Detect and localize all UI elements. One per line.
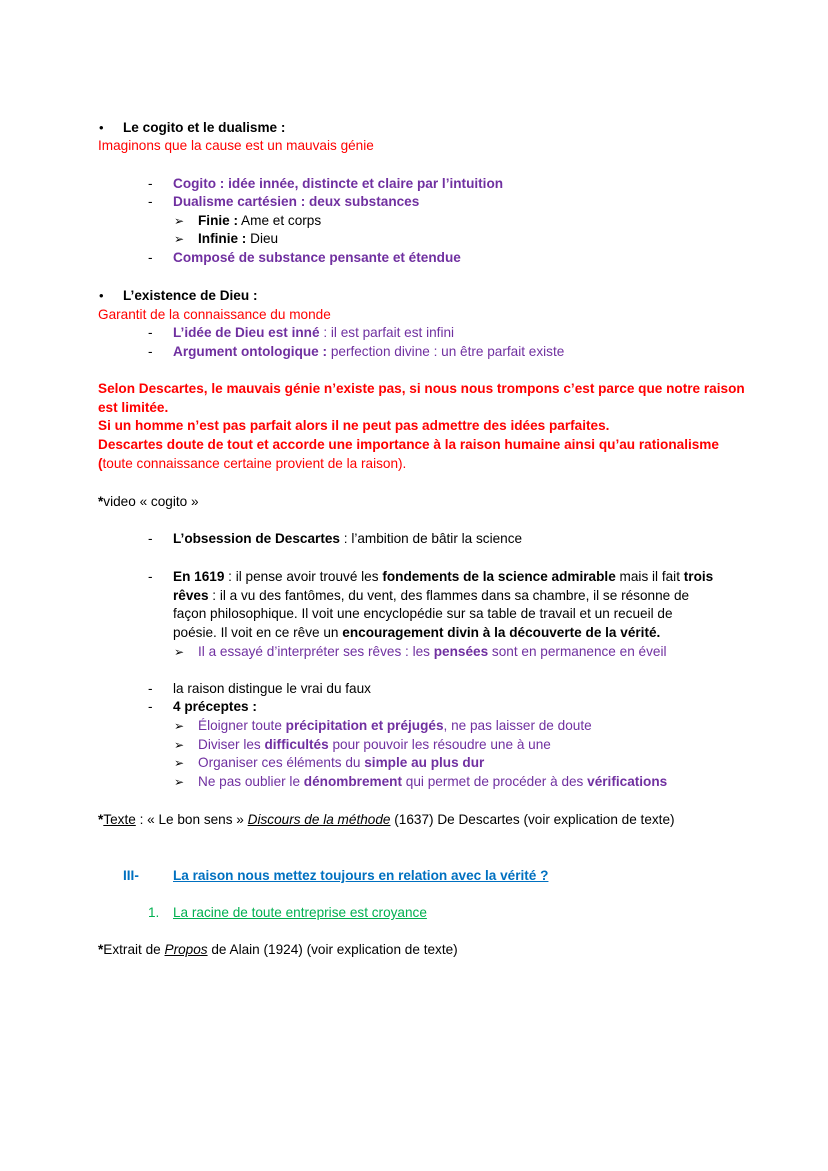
sub-item-finie: Finie : Ame et corps xyxy=(198,213,322,228)
arrow-icon: ➢ xyxy=(174,719,185,733)
list-item-idee-dieu: L’idée de Dieu est inné : il est parfait est infini xyxy=(173,325,455,340)
precepte-4: Ne pas oublier le dénombrement qui permet de procéder à des vérifications xyxy=(198,774,668,789)
list-item-ontologique: Argument ontologique : perfection divine : un être parfait existe xyxy=(173,344,565,359)
descartes-paragraph-line-2: est limitée. xyxy=(98,400,169,415)
list-item-obsession: L’obsession de Descartes : l’ambition de bâtir la science xyxy=(173,531,523,546)
arrow-icon: ➢ xyxy=(174,775,185,789)
arrow-icon: ➢ xyxy=(174,214,185,228)
extrait-reference: *Extrait de Propos de Alain (1924) (voir explication de texte) xyxy=(98,942,458,957)
sub-item-infinie: Infinie : Dieu xyxy=(198,231,279,246)
dash-icon: - xyxy=(148,569,153,584)
texte-reference: *Texte : « Le bon sens » Discours de la méthode (1637) De Descartes (voir explication de texte) xyxy=(98,812,675,827)
dream-sub-item: Il a essayé d’interpréter ses rêves : les pensées sont en permanence en éveil xyxy=(198,644,667,659)
list-item-preceptes: 4 préceptes : xyxy=(173,699,257,714)
arrow-icon: ➢ xyxy=(174,645,185,659)
subsection-1-number: 1. xyxy=(148,905,160,920)
descartes-paragraph-reason: (toute connaissance certaine provient de la raison). xyxy=(98,456,407,471)
descartes-paragraph-line-1: Selon Descartes, le mauvais génie n’existe pas, si nous nous trompons c’est parce que notre raison xyxy=(98,381,745,396)
dream-line-1: En 1619 : il pense avoir trouvé les fondements de la science admirable mais il fait trois xyxy=(173,569,714,584)
section-3-number: III- xyxy=(123,868,139,883)
dream-line-2: rêves : il a vu des fantômes, du vent, des flammes dans sa chambre, il se résonne de xyxy=(173,588,690,603)
precepte-2: Diviser les difficultés pour pouvoir les résoudre une à une xyxy=(198,737,551,752)
precepte-1: Éloigner toute précipitation et préjugés, ne pas laisser de doute xyxy=(198,718,592,733)
dash-icon: - xyxy=(148,681,153,696)
list-item-cogito: Cogito : idée innée, distincte et claire par l’intuition xyxy=(173,176,504,191)
subsection-1-title: La racine de toute entreprise est croyance xyxy=(173,905,427,920)
section-title-cogito: Le cogito et le dualisme : xyxy=(123,120,286,135)
arrow-icon: ➢ xyxy=(174,232,185,246)
video-note: *video « cogito » xyxy=(98,494,199,509)
dash-icon: - xyxy=(148,194,153,209)
dash-icon: - xyxy=(148,699,153,714)
dash-icon: - xyxy=(148,176,153,191)
section-title-dieu: L’existence de Dieu : xyxy=(123,288,258,303)
dream-line-3: façon philosophique. Il voit une encyclopédie sur sa table de travail et un recueil de xyxy=(173,606,673,621)
precepte-3: Organiser ces éléments du simple au plus dur xyxy=(198,755,485,770)
descartes-paragraph-perfect: Si un homme n’est pas parfait alors il ne peut pas admettre des idées parfaites. xyxy=(98,418,610,433)
bullet-icon: • xyxy=(99,288,104,303)
section-subtitle-cogito: Imaginons que la cause est un mauvais génie xyxy=(98,138,374,153)
section-subtitle-dieu: Garantit de la connaissance du monde xyxy=(98,307,331,322)
descartes-paragraph-doubt: Descartes doute de tout et accorde une importance à la raison humaine ainsi qu’au rationalisme xyxy=(98,437,719,452)
dash-icon: - xyxy=(148,325,153,340)
dash-icon: - xyxy=(148,250,153,265)
arrow-icon: ➢ xyxy=(174,738,185,752)
list-item-compose: Composé de substance pensante et étendue xyxy=(173,250,461,265)
arrow-icon: ➢ xyxy=(174,756,185,770)
dash-icon: - xyxy=(148,344,153,359)
list-item-dualisme: Dualisme cartésien : deux substances xyxy=(173,194,420,209)
dash-icon: - xyxy=(148,531,153,546)
list-item-raison: la raison distingue le vrai du faux xyxy=(173,681,371,696)
section-3-title: La raison nous mettez toujours en relation avec la vérité ? xyxy=(173,868,549,883)
dream-line-4: poésie. Il voit en ce rêve un encouragement divin à la découverte de la vérité. xyxy=(173,625,661,640)
bullet-icon: • xyxy=(99,120,104,135)
